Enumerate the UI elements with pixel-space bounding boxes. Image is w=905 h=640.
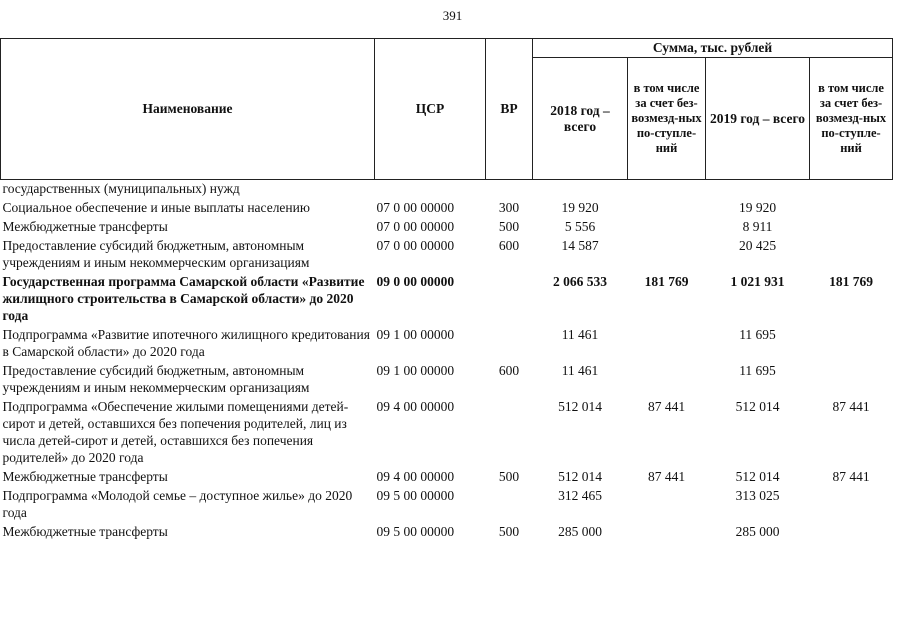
row-2019-total: 11 695 xyxy=(739,363,776,378)
row-2019-total xyxy=(706,180,810,198)
row-vr xyxy=(486,324,533,360)
table-row xyxy=(1,466,893,485)
row-2018-gratuitous: 87 441 xyxy=(647,399,686,414)
row-csr: 09 1 00 00000 xyxy=(376,363,455,378)
row-2019-total: 285 000 xyxy=(735,524,780,539)
row-2019-gratuitous: 87 441 xyxy=(832,469,870,484)
row-2018-total xyxy=(533,180,628,198)
row-2018-gratuitous: 181 769 xyxy=(644,274,689,289)
header-2019-total: 2019 год – всего xyxy=(706,58,810,180)
row-vr xyxy=(486,396,533,466)
row-vr xyxy=(486,485,533,521)
row-name: Межбюджетные трансферты xyxy=(2,469,168,484)
row-name: Предоставление субсидий бюджетным, автономным учреждениям и иным некоммерческим организациям xyxy=(2,363,310,395)
row-2019-gratuitous xyxy=(810,180,893,198)
row-csr: 09 4 00 00000 xyxy=(376,469,455,484)
table-row xyxy=(1,197,893,216)
row-2018-gratuitous: 87 441 xyxy=(647,469,686,484)
row-2018-total: 11 461 xyxy=(561,327,599,342)
row-2018-gratuitous xyxy=(628,216,706,235)
row-2019-total: 1 021 931 xyxy=(730,274,785,289)
row-2019-gratuitous xyxy=(810,197,893,216)
row-2019-gratuitous xyxy=(810,324,893,360)
row-vr xyxy=(486,180,533,198)
row-vr: 500 xyxy=(498,524,520,539)
row-vr: 500 xyxy=(498,469,520,484)
row-2018-gratuitous xyxy=(628,235,706,271)
row-2018-total: 2 066 533 xyxy=(553,274,607,289)
row-csr: 09 5 00 00000 xyxy=(376,524,455,539)
table-row xyxy=(1,235,893,271)
row-csr: 09 0 00 00000 xyxy=(376,274,455,289)
header-2018-gratuitous: в том числе за счет без-возмезд-ных по-ступле-ний xyxy=(628,58,706,180)
row-vr: 300 xyxy=(498,200,520,215)
row-csr: 07 0 00 00000 xyxy=(376,200,455,215)
row-2018-gratuitous xyxy=(628,197,706,216)
row-2019-gratuitous: 181 769 xyxy=(829,274,873,289)
row-2019-gratuitous xyxy=(810,360,893,396)
row-2018-gratuitous xyxy=(628,521,706,540)
row-name: государственных (муниципальных) нужд xyxy=(2,181,240,196)
table-row xyxy=(1,324,893,360)
row-2018-gratuitous xyxy=(628,324,706,360)
header-vr: ВР xyxy=(486,39,533,180)
table-row xyxy=(1,521,893,540)
table-row xyxy=(1,180,893,198)
row-name: Предоставление субсидий бюджетным, автономным учреждениям и иным некоммерческим организациям xyxy=(2,238,310,270)
table-row-program xyxy=(1,271,893,324)
row-csr: 07 0 00 00000 xyxy=(376,238,455,253)
header-2018-total: 2018 год – всего xyxy=(533,58,628,180)
header-sum-group: Сумма, тыс. рублей xyxy=(533,39,893,58)
row-name: Подпрограмма «Молодой семье – доступное жилье» до 2020 года xyxy=(2,488,353,520)
row-2018-total: 312 465 xyxy=(558,488,602,503)
row-2019-total: 19 920 xyxy=(738,200,777,215)
table-row xyxy=(1,216,893,235)
row-name: Межбюджетные трансферты xyxy=(2,524,168,539)
row-2019-total: 512 014 xyxy=(735,469,780,484)
row-vr xyxy=(486,271,533,324)
row-2019-total: 8 911 xyxy=(742,219,773,234)
row-csr: 09 4 00 00000 xyxy=(376,399,455,414)
row-csr: 07 0 00 00000 xyxy=(376,219,455,234)
row-2019-total: 512 014 xyxy=(735,399,780,414)
row-2019-total: 20 425 xyxy=(738,238,777,253)
header-name: Наименование xyxy=(1,39,375,180)
row-2019-gratuitous xyxy=(810,216,893,235)
row-name: Социальное обеспечение и иные выплаты населению xyxy=(2,200,310,215)
table-body xyxy=(1,180,893,541)
table-row xyxy=(1,485,893,521)
budget-table xyxy=(0,38,893,540)
row-2019-gratuitous: 87 441 xyxy=(832,399,870,414)
table-row xyxy=(1,396,893,466)
row-2019-total: 313 025 xyxy=(735,488,780,503)
row-2018-total: 5 556 xyxy=(564,219,596,234)
row-2019-gratuitous xyxy=(810,485,893,521)
row-name: Государственная программа Самарской области «Развитие жилищного строительства в Самарской области» до 2020 года xyxy=(2,274,365,323)
row-2018-total: 14 587 xyxy=(561,238,599,253)
table-row xyxy=(1,360,893,396)
row-vr: 600 xyxy=(498,363,520,378)
header-csr: ЦСР xyxy=(375,39,486,180)
table-header xyxy=(1,39,893,180)
row-name: Подпрограмма «Обеспечение жилыми помещениями детей-сирот и детей, оставшихся без попечения родителей, лиц из числа детей-сирот и детей, оставшихся без попечения родителей» до 2020 года xyxy=(2,399,349,465)
row-2018-gratuitous xyxy=(628,485,706,521)
row-csr xyxy=(375,180,486,198)
row-csr: 09 5 00 00000 xyxy=(376,488,455,503)
row-2018-total: 11 461 xyxy=(561,363,599,378)
row-2018-total: 19 920 xyxy=(561,200,599,215)
row-vr: 600 xyxy=(498,238,520,253)
row-2019-gratuitous xyxy=(810,235,893,271)
row-csr: 09 1 00 00000 xyxy=(376,327,455,342)
row-2018-gratuitous xyxy=(628,360,706,396)
row-2018-gratuitous xyxy=(628,180,706,198)
row-vr: 500 xyxy=(498,219,520,234)
header-2019-gratuitous: в том числе за счет без-возмезд-ных по-ступле-ний xyxy=(810,58,893,180)
row-2018-total: 285 000 xyxy=(558,524,602,539)
row-name: Подпрограмма «Развитие ипотечного жилищного кредитования в Самарской области» до 2020 года xyxy=(2,327,370,359)
row-2019-gratuitous xyxy=(810,521,893,540)
row-name: Межбюджетные трансферты xyxy=(2,219,168,234)
row-2019-total: 11 695 xyxy=(739,327,776,342)
page-number: 391 xyxy=(442,8,463,23)
row-2018-total: 512 014 xyxy=(558,399,602,414)
row-2018-total: 512 014 xyxy=(558,469,602,484)
